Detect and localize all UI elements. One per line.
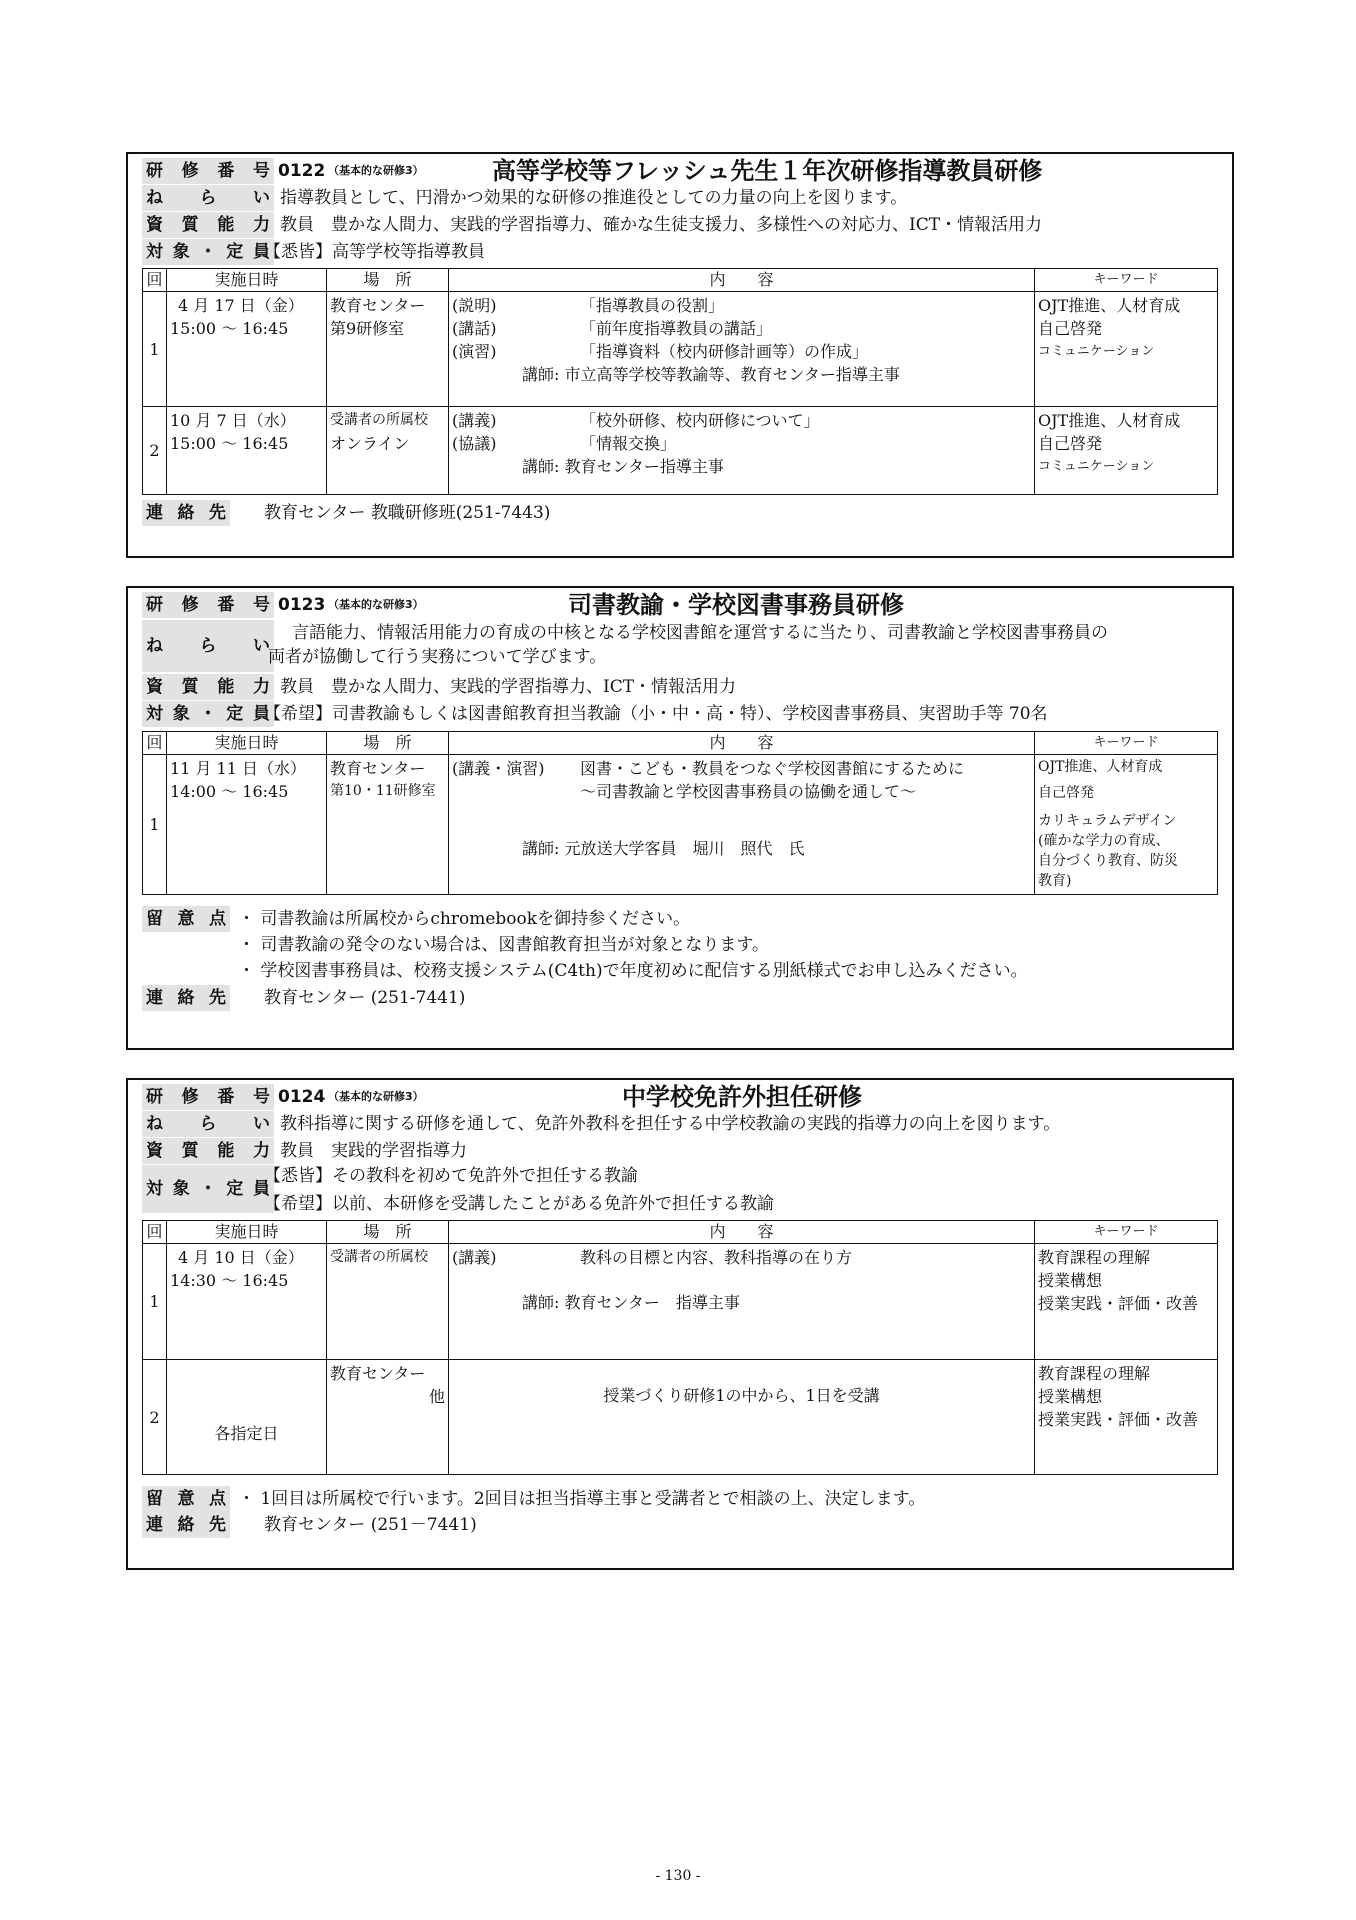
schedule-table (142, 268, 1218, 495)
ability-text: 教員 豊かな人間力、実践的学習指導力、確かな生徒支援力、多様性への対応力、ICT・情報活用力 (280, 215, 1043, 235)
aim-text: 指導教員として、円滑かつ効果的な研修の推進役としての力量の向上を図ります。 (280, 188, 908, 208)
session-content: (講義) 「校外研修、校内研修について」 (協議) 「情報交換」 講師: 教育センター指導主事 (449, 407, 1035, 495)
session-number: 1 (143, 292, 167, 407)
session-keywords: OJT推進、人材育成 自己啓発 コミュニケーション (1035, 292, 1218, 407)
session-content: 授業づくり研修1の中から、1日を受講 (449, 1360, 1035, 1475)
schedule-table (142, 1220, 1218, 1475)
course-category: （基本的な研修3） (328, 598, 424, 611)
label-ability: 資質能力 (142, 674, 274, 700)
course-category: （基本的な研修3） (328, 1090, 424, 1103)
session-keywords: 教育課程の理解 授業構想 授業実践・評価・改善 (1035, 1244, 1218, 1360)
course-code: 0124 (278, 1087, 326, 1107)
session-number: 1 (143, 1244, 167, 1360)
target-text-line1: 【悉皆】その教科を初めて免許外で担任する教諭 (264, 1166, 638, 1186)
ability-text: 教員 実践的学習指導力 (280, 1141, 467, 1161)
session-place: 受講者の所属校 (327, 1244, 449, 1360)
course-title: 高等学校等フレッシュ先生１年次研修指導教員研修 (492, 157, 1043, 185)
session-content: (講義・演習) 図書・こども・教員をつなぐ学校図書館にするために ～司書教諭と学校図書事務員の協働を通して～ 講師: 元放送大学客員 堀川 照代 氏 (449, 755, 1035, 895)
target-text-line2: 【希望】以前、本研修を受講したことがある免許外で担任する教諭 (264, 1194, 774, 1214)
target-text: 【希望】司書教諭もしくは図書館教育担当教諭（小・中・高・特）、学校図書事務員、実習助手等 70名 (264, 704, 1048, 724)
label-target: 対象・定員 (142, 239, 274, 265)
label-course-no: 研修番号 (142, 592, 274, 618)
note-item: ・ 司書教諭の発令のない場合は、図書館教育担当が対象となります。 (238, 935, 770, 955)
session-place: 受講者の所属校 オンライン (327, 407, 449, 495)
label-contact: 連絡先 (142, 500, 230, 526)
session-number: 2 (143, 1360, 167, 1475)
session-place: 教育センター 第9研修室 (327, 292, 449, 407)
session-datetime: 4 月 10 日（金） 14:30 ～ 16:45 (167, 1244, 327, 1360)
header-keyword: キーワード (1035, 1221, 1218, 1244)
course-card-0122 (126, 152, 1234, 558)
header-kai: 回 (143, 269, 167, 292)
session-place: 教育センター 他 (327, 1360, 449, 1475)
header-date: 実施日時 (167, 1221, 327, 1244)
header-content: 内 容 (449, 732, 1035, 755)
course-code: 0123 (278, 595, 326, 615)
aim-text-line1: 言語能力、情報活用能力の育成の中核となる学校図書館を運営するに当たり、司書教諭と学校図書事務員の (292, 623, 1108, 643)
session-keywords: OJT推進、人材育成 自己啓発 コミュニケーション (1035, 407, 1218, 495)
contact-text: 教育センター 教職研修班(251-7443) (264, 503, 551, 523)
label-ability: 資質能力 (142, 1138, 274, 1164)
session-datetime: 各指定日 (167, 1360, 327, 1475)
note-item: ・ 司書教諭は所属校からchromebookを御持参ください。 (238, 909, 691, 929)
label-target: 対象・定員 (142, 1165, 274, 1213)
label-aim: ねらい (142, 620, 274, 672)
aim-text: 教科指導に関する研修を通して、免許外教科を担任する中学校教諭の実践的指導力の向上を図ります。 (280, 1114, 1061, 1134)
note-item: ・ 学校図書事務員は、校務支援システム(C4th)で年度初めに配信する別紙様式でお申し込みください。 (238, 961, 1028, 981)
course-title: 中学校免許外担任研修 (622, 1083, 862, 1111)
course-code: 0122 (278, 161, 326, 181)
aim-text-line2: 両者が協働して行う実務について学びます。 (268, 647, 607, 667)
session-keywords: 教育課程の理解 授業構想 授業実践・評価・改善 (1035, 1360, 1218, 1475)
header-content: 内 容 (449, 269, 1035, 292)
session-datetime: 11 月 11 日（水） 14:00 ～ 16:45 (167, 755, 327, 895)
label-ability: 資質能力 (142, 212, 274, 238)
note-item: ・ 1回目は所属校で行います。2回目は担当指導主事と受講者とで相談の上、決定します。 (238, 1489, 926, 1509)
label-course-no: 研修番号 (142, 158, 274, 184)
label-note: 留意点 (142, 1486, 230, 1512)
header-date: 実施日時 (167, 732, 327, 755)
header-kai: 回 (143, 1221, 167, 1244)
header-keyword: キーワード (1035, 269, 1218, 292)
session-number: 2 (143, 407, 167, 495)
ability-text: 教員 豊かな人間力、実践的学習指導力、ICT・情報活用力 (280, 677, 737, 697)
label-target: 対象・定員 (142, 701, 274, 727)
label-course-no: 研修番号 (142, 1084, 274, 1110)
header-date: 実施日時 (167, 269, 327, 292)
course-card-0123 (126, 586, 1234, 1050)
session-keywords: OJT推進、人材育成 自己啓発 カリキュラムデザイン (確かな学力の育成、 自分づくり教育、防災 教育) (1035, 755, 1218, 895)
label-contact: 連絡先 (142, 1512, 230, 1538)
session-content: (説明) 「指導教員の役割」 (講話) 「前年度指導教員の講話」 (演習) 「指導資料（校内研修計画等）の作成」 講師: 市立高等学校等教諭等、教育センター指導主事 (449, 292, 1035, 407)
header-content: 内 容 (449, 1221, 1035, 1244)
header-place: 場 所 (327, 732, 449, 755)
target-text: 【悉皆】高等学校等指導教員 (264, 242, 485, 262)
label-contact: 連絡先 (142, 985, 230, 1011)
header-kai: 回 (143, 732, 167, 755)
header-place: 場 所 (327, 1221, 449, 1244)
session-content: (講義) 教科の目標と内容、教科指導の在り方 講師: 教育センター 指導主事 (449, 1244, 1035, 1360)
contact-text: 教育センター (251-7441) (264, 988, 466, 1008)
header-keyword: キーワード (1035, 732, 1218, 755)
session-number: 1 (143, 755, 167, 895)
course-category: （基本的な研修3） (328, 164, 424, 177)
session-place: 教育センター 第10・11研修室 (327, 755, 449, 895)
course-card-0124 (126, 1078, 1234, 1570)
session-datetime: 10 月 7 日（水） 15:00 ～ 16:45 (167, 407, 327, 495)
header-place: 場 所 (327, 269, 449, 292)
schedule-table (142, 731, 1218, 895)
page-number: - 130 - (655, 1868, 701, 1884)
label-aim: ねらい (142, 185, 274, 211)
session-datetime: 4 月 17 日（金） 15:00 ～ 16:45 (167, 292, 327, 407)
label-note: 留意点 (142, 906, 230, 932)
course-title: 司書教諭・学校図書事務員研修 (568, 591, 904, 619)
label-aim: ねらい (142, 1111, 274, 1137)
contact-text: 教育センター (251－7441) (264, 1515, 477, 1535)
